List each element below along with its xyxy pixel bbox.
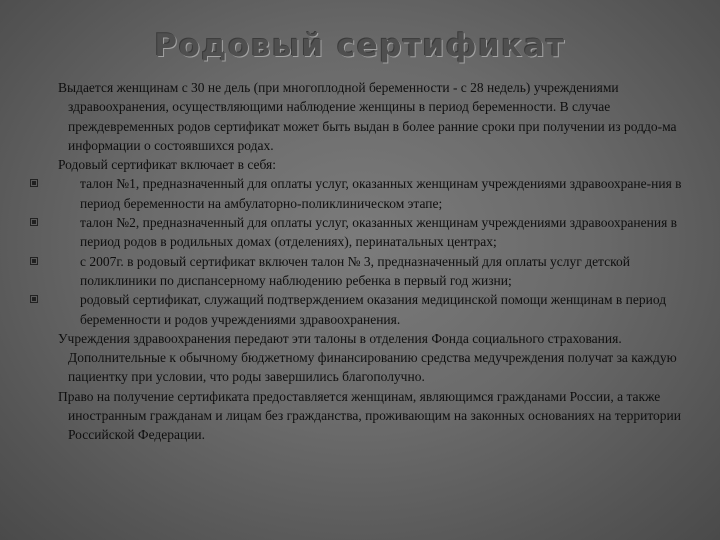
intro-paragraph: Выдается женщинам с 30 не дель (при многоплодной беременности - с 28 недель) учреждениями здравоохранения, осуществляющими наблюдение женщины в период беременности. В случае преждевременных родов сертификат может быть выдан в более ранние сроки при получении из роддо-ма информации о состоявшихся родах.: [58, 80, 677, 153]
square-bullet-icon: [30, 179, 38, 187]
square-bullet-icon: [30, 257, 38, 265]
bullet-text: родовый сертификат, служащий подтверждением оказания медицинской помощи женщинам в период беременности и родов учреждениями здравоохранения.: [80, 292, 667, 327]
funding-paragraph: Учреждения здравоохранения передают эти талоны в отделения Фонда социального страхования. Дополнительные к обычному бюджетному финансированию средства медучреждения получат за каждую пациентку при условии, что роды завершились благополучно.: [58, 330, 677, 385]
square-bullet-icon: [30, 218, 38, 226]
bullet-text: талон №2, предназначенный для оплаты услуг, оказанных женщинам учреждениями здравоохранения в период родов в родильных домах (отделениях), перинатальных центрах;: [80, 215, 678, 250]
bullet-item: [56, 252, 686, 291]
bullet-item: [56, 290, 686, 329]
slide-title: Родовый сертификат: [154, 28, 566, 64]
slide-body: [56, 78, 686, 445]
bullet-item: [56, 174, 686, 213]
square-bullet-icon: [30, 295, 38, 303]
bullet-text: талон №1, предназначенный для оплаты услуг, оказанных женщинам учреждениями здравоохране-ния в период беременности на амбулаторно-поликлиническом этапе;: [80, 176, 682, 211]
includes-label: Родовый сертификат включает в себя:: [58, 157, 276, 173]
bullet-item: [56, 213, 686, 252]
eligibility-paragraph: Право на получение сертификата предоставляется женщинам, являющимся гражданами России, а также иностранным гражданам и лицам без гражданства, проживающим на законных основаниях на территории Российской Федерации.: [58, 388, 681, 443]
bullet-text: с 2007г. в родовый сертификат включен талон № 3, предназначенный для оплаты услуг детской поликлиники по диспансерному наблюдению ребенка в первый год жизни;: [80, 253, 630, 288]
